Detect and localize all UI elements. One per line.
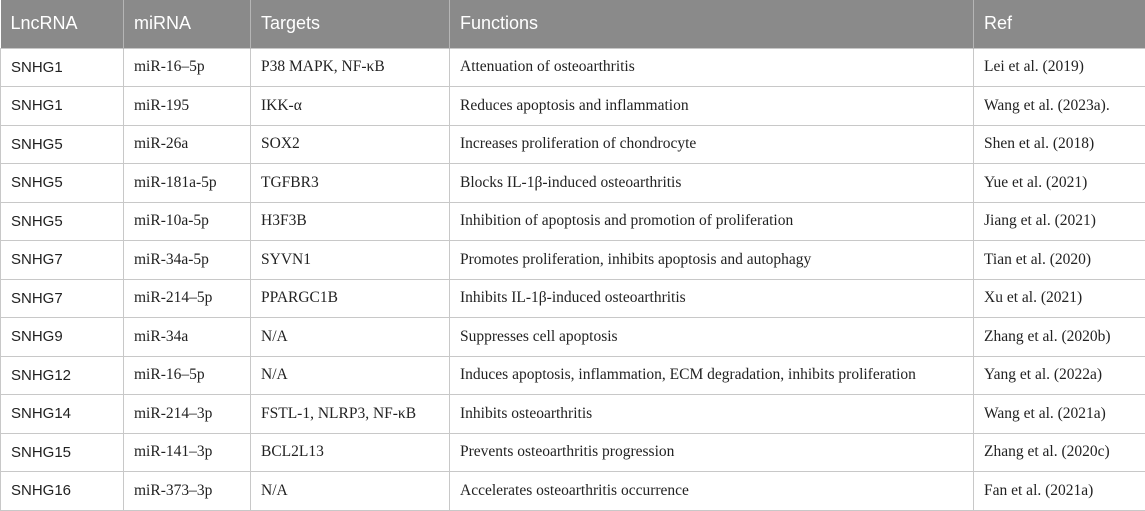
cell-mirna: miR-26a xyxy=(124,125,251,164)
cell-lncrna: SNHG15 xyxy=(1,433,124,472)
cell-mirna: miR-34a xyxy=(124,318,251,357)
cell-mirna: miR-10a-5p xyxy=(124,202,251,241)
table-row xyxy=(1,279,1145,318)
cell-ref: Wang et al. (2023a). xyxy=(974,87,1145,126)
cell-lncrna: SNHG16 xyxy=(1,472,124,511)
cell-functions: Inhibits osteoarthritis xyxy=(450,395,974,434)
header-lncrna: LncRNA xyxy=(1,0,124,48)
cell-mirna: miR-373–3p xyxy=(124,472,251,511)
cell-lncrna: SNHG5 xyxy=(1,164,124,203)
table-row xyxy=(1,87,1145,126)
cell-functions: Reduces apoptosis and inflammation xyxy=(450,87,974,126)
cell-lncrna: SNHG5 xyxy=(1,202,124,241)
cell-lncrna: SNHG9 xyxy=(1,318,124,357)
cell-ref: Jiang et al. (2021) xyxy=(974,202,1145,241)
table-row xyxy=(1,164,1145,203)
cell-targets: BCL2L13 xyxy=(251,433,450,472)
header-row xyxy=(1,0,1145,48)
cell-ref: Yang et al. (2022a) xyxy=(974,356,1145,395)
cell-lncrna: SNHG14 xyxy=(1,395,124,434)
cell-functions: Promotes proliferation, inhibits apoptosis and autophagy xyxy=(450,241,974,280)
cell-mirna: miR-141–3p xyxy=(124,433,251,472)
cell-functions: Increases proliferation of chondrocyte xyxy=(450,125,974,164)
cell-ref: Fan et al. (2021a) xyxy=(974,472,1145,511)
cell-lncrna: SNHG1 xyxy=(1,87,124,126)
cell-targets: IKK-α xyxy=(251,87,450,126)
table-row xyxy=(1,356,1145,395)
cell-lncrna: SNHG7 xyxy=(1,279,124,318)
cell-ref: Yue et al. (2021) xyxy=(974,164,1145,203)
table-body xyxy=(1,48,1145,510)
table-row xyxy=(1,395,1145,434)
table-row xyxy=(1,202,1145,241)
table-header xyxy=(1,0,1145,48)
header-mirna: miRNA xyxy=(124,0,251,48)
cell-functions: Attenuation of osteoarthritis xyxy=(450,48,974,87)
cell-ref: Zhang et al. (2020b) xyxy=(974,318,1145,357)
cell-ref: Wang et al. (2021a) xyxy=(974,395,1145,434)
cell-ref: Tian et al. (2020) xyxy=(974,241,1145,280)
table-row xyxy=(1,433,1145,472)
header-ref: Ref xyxy=(974,0,1145,48)
cell-ref: Lei et al. (2019) xyxy=(974,48,1145,87)
cell-mirna: miR-16–5p xyxy=(124,356,251,395)
cell-mirna: miR-34a-5p xyxy=(124,241,251,280)
cell-targets: SYVN1 xyxy=(251,241,450,280)
cell-mirna: miR-214–3p xyxy=(124,395,251,434)
cell-targets: N/A xyxy=(251,356,450,395)
cell-lncrna: SNHG1 xyxy=(1,48,124,87)
cell-targets: SOX2 xyxy=(251,125,450,164)
cell-functions: Inhibits IL-1β-induced osteoarthritis xyxy=(450,279,974,318)
header-targets: Targets xyxy=(251,0,450,48)
cell-mirna: miR-195 xyxy=(124,87,251,126)
table-row xyxy=(1,125,1145,164)
cell-ref: Shen et al. (2018) xyxy=(974,125,1145,164)
cell-functions: Prevents osteoarthritis progression xyxy=(450,433,974,472)
cell-targets: H3F3B xyxy=(251,202,450,241)
cell-functions: Inhibition of apoptosis and promotion of proliferation xyxy=(450,202,974,241)
cell-functions: Blocks IL-1β-induced osteoarthritis xyxy=(450,164,974,203)
cell-targets: N/A xyxy=(251,472,450,511)
cell-ref: Zhang et al. (2020c) xyxy=(974,433,1145,472)
table-row xyxy=(1,48,1145,87)
header-functions: Functions xyxy=(450,0,974,48)
cell-functions: Induces apoptosis, inflammation, ECM degradation, inhibits proliferation xyxy=(450,356,974,395)
cell-mirna: miR-181a-5p xyxy=(124,164,251,203)
cell-lncrna: SNHG12 xyxy=(1,356,124,395)
cell-targets: TGFBR3 xyxy=(251,164,450,203)
table-row xyxy=(1,472,1145,511)
table-row xyxy=(1,318,1145,357)
table-row xyxy=(1,241,1145,280)
cell-targets: PPARGC1B xyxy=(251,279,450,318)
cell-mirna: miR-214–5p xyxy=(124,279,251,318)
cell-ref: Xu et al. (2021) xyxy=(974,279,1145,318)
cell-functions: Accelerates osteoarthritis occurrence xyxy=(450,472,974,511)
cell-functions: Suppresses cell apoptosis xyxy=(450,318,974,357)
cell-targets: P38 MAPK, NF-κB xyxy=(251,48,450,87)
cell-lncrna: SNHG5 xyxy=(1,125,124,164)
cell-targets: FSTL-1, NLRP3, NF-κB xyxy=(251,395,450,434)
cell-mirna: miR-16–5p xyxy=(124,48,251,87)
cell-targets: N/A xyxy=(251,318,450,357)
cell-lncrna: SNHG7 xyxy=(1,241,124,280)
